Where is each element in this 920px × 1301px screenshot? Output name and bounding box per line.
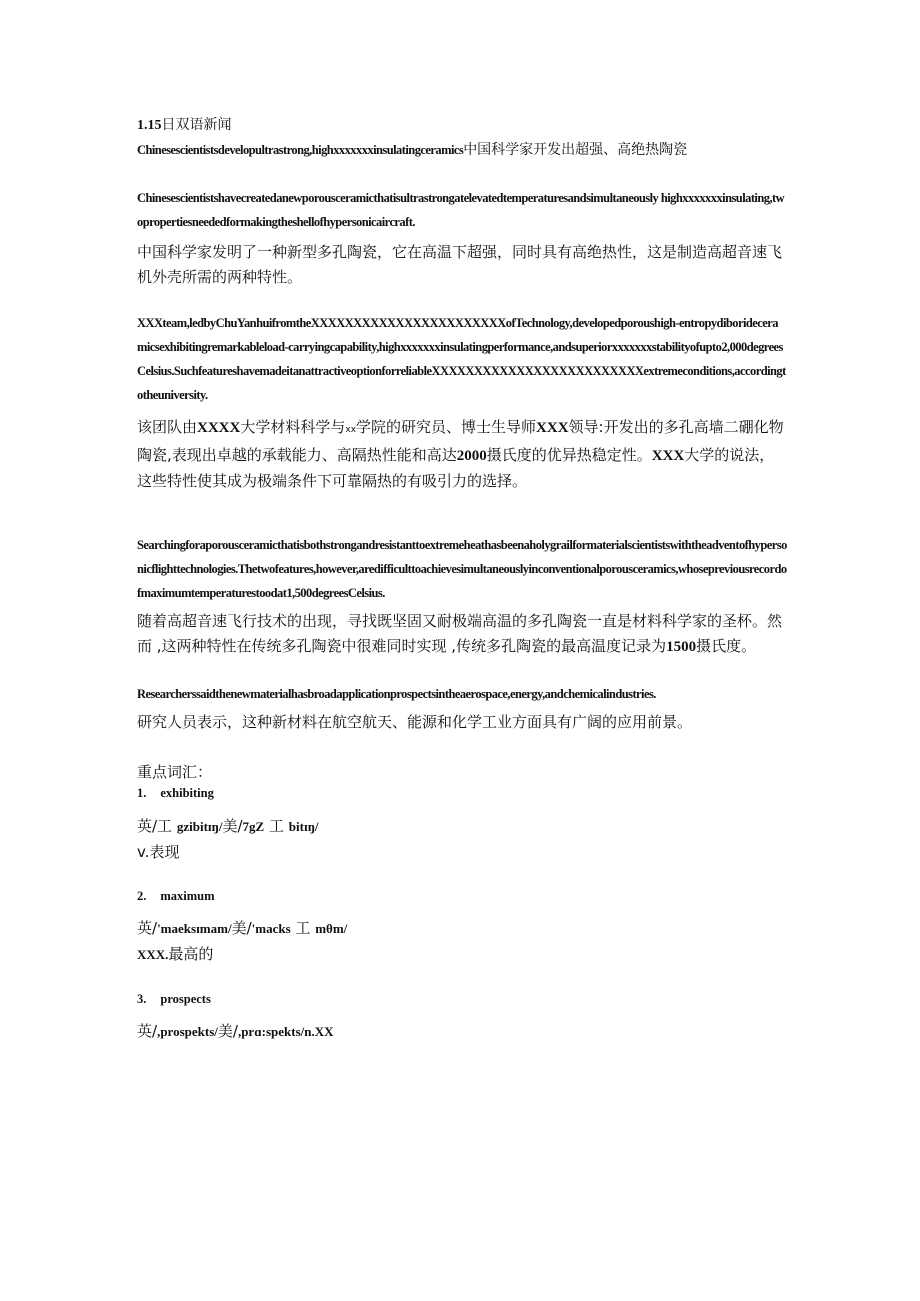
paragraph-3-en: Searchingforaporousceramicthatisbothstrongandresistanttoextremeheathasbeenaholygrailformaterialscientistswiththeadventofhypersonicflighttechnologies.Thetwofeatures,however,aredifficulttoachievesimultaneouslyinconventionalporousceramics,whosepreviousrecordofmaximumtemperaturestoodat1,500degreesCelsius.	[137, 538, 787, 600]
vocab-meaning-2: XXX.最高的	[137, 945, 214, 963]
page-title	[137, 114, 232, 134]
vocab-phonetic-2: 英/'maeksɪmam/美/'macks 工 mθm/	[137, 919, 348, 937]
paragraph-1-zh: 中国科学家发明了一种新型多孔陶瓷，它在高温下超强，同时具有高绝热性，这是制造高超音速飞机外壳所需的两种特性。	[137, 243, 783, 286]
vocab-word-3: 3. prospects	[137, 992, 211, 1006]
vocab-word-2: 2. maximum	[137, 889, 215, 903]
paragraph-2-en: XXXteam,ledbyChuYanhuifromtheXXXXXXXXXXXXXXXXXXXXXXXofTechnology,developedporoushigh-entropydiborideceramicsexhibitingremarkableload-carryingcapability,highxxxxxxxinsulatingperformance,andsuperiorxxxxxxxstabilityofupto2,000degreesCelsius.SuchfeatureshavemadeitanattractiveoptionforreliableXXXXXXXXXXXXXXXXXXXXXXXXXextremeconditions,accordingtotheuniversity.	[137, 316, 786, 402]
vocab-phonetic-3: 英/,prospekts/美/,prɑ:spekts/n.XX	[137, 1022, 334, 1040]
vocab-meaning-1: v.表现	[137, 843, 180, 861]
paragraph-3-zh: 随着高超音速飞行技术的出现，寻找既坚固又耐极端高温的多孔陶瓷一直是材料科学家的圣杯。然而 ,这两种特性在传统多孔陶瓷中很难同时实现 ,传统多孔陶瓷的最高温度记录为1500摄氏度。	[137, 612, 783, 655]
vocab-item-3	[137, 992, 787, 1007]
vocab-heading: 重点词汇：	[137, 763, 213, 781]
paragraph-1	[137, 186, 787, 290]
headline	[137, 139, 687, 159]
date-number: 1.15	[137, 118, 162, 133]
headline-en: Chinesescientistsdevelopultrastrong,highxxxxxxxinsulatingceramics	[137, 143, 464, 157]
paragraph-3	[137, 533, 787, 660]
vocab-item-1	[137, 786, 787, 801]
paragraph-1-en: Chinesescientistshavecreatedanewporousceramicthatisultrastrongatelevatedtemperaturesandsimultaneously highxxxxxxxinsulating,twopropertiesneededformakingtheshellofhypersonicaircraft.	[137, 191, 785, 229]
paragraph-4	[137, 682, 787, 735]
vocab-word-1: 1. exhibiting	[137, 786, 214, 800]
date-label: 日双语新闻	[161, 117, 232, 133]
vocab-phonetic-1: 英/工 gzibitɪŋ/美/7gZ 工 bitɪŋ/	[137, 817, 319, 835]
paragraph-2	[137, 311, 787, 494]
paragraph-4-zh: 研究人员表示，这种新材料在航空航天、能源和化学工业方面具有广阔的应用前景。	[137, 713, 693, 731]
paragraph-4-en: Researcherssaidthenewmaterialhasbroadapplicationprospectsintheaerospace,energy,andchemicalindustries.	[137, 687, 656, 701]
vocab-item-2	[137, 889, 787, 904]
paragraph-2-zh: 该团队由XXXX大学材料科学与xx学院的研究员、博士生导师XXX领导:开发出的多孔高墙二硼化物陶瓷,表现出卓越的承载能力、高隔热性能和高达2000摄氏度的优异热稳定性。XXX大学的说法，这些特性使其成为极端条件下可靠隔热的有吸引力的选择。	[137, 418, 784, 490]
headline-zh: 中国科学家开发出超强、高绝热陶瓷	[463, 142, 688, 158]
